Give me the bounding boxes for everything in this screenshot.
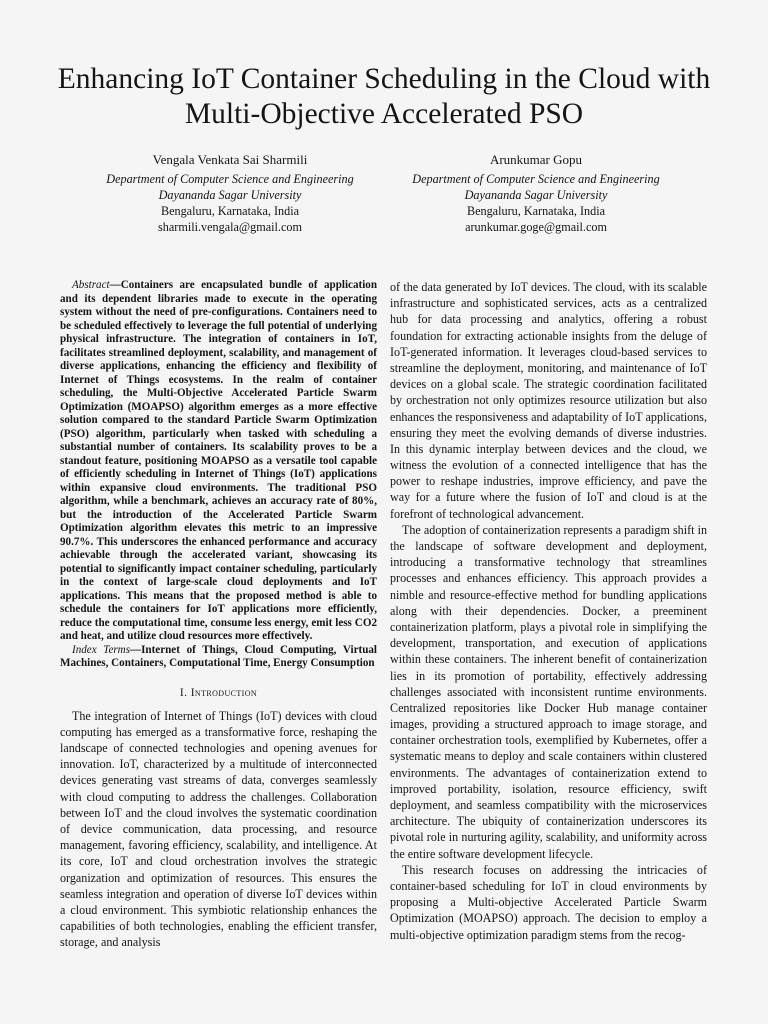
intro-paragraph-1: The integration of Internet of Things (IoT) devices with cloud computing has emerged as a transformative force, reshaping the landscape of connected technologies and opening avenues for innovation. IoT, characterized by a multitude of interconnected devices generating vast streams of data, converges seamlessly with cloud computing to address the challenges. Collaboration between IoT and the cloud involves the systematic coordination of device communication, data processing, and resource management, favoring efficiency, scalability, and intelligence. At its core, IoT and cloud orchestration involves the strategic organization and optimization of resources. This ensures the seamless integration and operation of diverse IoT devices within a cloud environment. This symbiotic relationship enhances the capabilities of both technologies, enabling the efficient transfer, storage, and analysis [60, 708, 377, 950]
author-name: Vengala Venkata Sai Sharmili [152, 152, 308, 167]
section-numeral: I. [179, 686, 188, 699]
left-column [60, 279, 377, 951]
intro-paragraph-3: This research focuses on addressing the intricacies of container-based scheduling for IoT in cloud environments by proposing a Multi-objective Accelerated Particle Swarm Optimization (MOAPSO) approach. The decision to employ a multi-objective optimization paradigm stems from the recog- [390, 862, 707, 942]
author-university: Dayananda Sagar University [158, 188, 302, 202]
index-terms-text: —Internet of Things, Cloud Computing, Virtual Machines, Containers, Computational Time, Energy Consumption [60, 643, 377, 669]
author-email: sharmili.vengala@gmail.com [158, 220, 302, 234]
intro-paragraph-2: The adoption of containerization represents a paradigm shift in the landscape of software development and deployment, introducing a transformative technology that streamlines processes and enhances efficiency. This approach provides a nimble and resource-effective method for bundling applications along with their dependencies. Docker, a preeminent containerization platform, plays a pivotal role in simplifying the development, transportation, and execution of applications within these containers. The inherent benefit of containerization lies in its promotion of portability, effectively addressing challenges associated with inconsistent runtime environments. Centralized repositories like Docker Hub manage container images, providing a structured approach to image storage, and container orchestration tools, exemplified by Kubernetes, offer a systematic means to deploy and scale containers within clustered environments. The advantages of containerization extend to improved portability, isolation, resource efficiency, swift deployment, and seamless compatibility with the microservices architecture. The ubiquity of containerization underscores its pivotal role in nurturing agility, scalability, and uniformity across the entire software development lifecycle. [390, 522, 707, 861]
author-block-1 [70, 152, 390, 235]
abstract [60, 279, 377, 671]
author-location: Bengaluru, Karnataka, India [160, 204, 300, 218]
section-heading-introduction [60, 685, 377, 701]
abstract-text: —Containers are encapsulated bundle of application and its dependent libraries made to execute in the operating system without the need of pre-configurations. Containers need to be scheduled effectively to leverage the full potential of underlying physical infrastructure. The integration of containers in IoT, facilitates streamlined deployment, scalability, and management of diverse applications, enhancing the efficiency and flexibility of Internet of Things ecosystems. In the realm of container scheduling, the Multi-Objective Accelerated Particle Swarm Optimization (MOAPSO) algorithm emerges as a more effective solution compared to the standard Particle Swarm Optimization (PSO) algorithm, particularly when tasked with scheduling a substantial number of containers. Its scalability proves to be a standout feature, positioning MOAPSO as a versatile tool capable of efficiently scheduling in Internet of Things (IoT) applications within expansive cloud environments. The traditional PSO algorithm, while a benchmark, achieves an accuracy rate of 80%, but the introduction of the Accelerated Particle Swarm Optimization algorithm elevates this metric to an impressive 90.7%. This underscores the enhanced performance and accuracy achievable through the accelerated variant, showcasing its potential to significantly impact container scheduling, particularly in the context of large-scale cloud deployments and IoT applications. This means that the proposed method is able to schedule the containers for IoT applications more efficiently, reduce the computational time, consume less energy, emit less CO2 and heat, and utilize cloud resources more effectively. [60, 279, 377, 642]
author-university: Dayananda Sagar University [464, 188, 608, 202]
author-department: Department of Computer Science and Engineering [412, 172, 660, 186]
right-column [390, 279, 707, 943]
author-block-2 [376, 152, 696, 235]
section-title: Introduction [190, 686, 258, 699]
author-location: Bengaluru, Karnataka, India [466, 204, 606, 218]
author-department: Department of Computer Science and Engineering [106, 172, 354, 186]
index-terms-label: Index Terms [72, 643, 131, 656]
author-email: arunkumar.goge@gmail.com [465, 220, 607, 234]
intro-paragraph-1-continued: of the data generated by IoT devices. The cloud, with its scalable infrastructure and sophisticated services, acts as a centralized hub for data processing and analytics, offering a robust foundation for extracting actionable insights from the deluge of IoT-generated information. It leverages cloud-based services to streamline the deployment, monitoring, and maintenance of IoT devices on a global scale. The strategic coordination facilitated by orchestration not only optimizes resource utilization but also enhances the responsiveness and adaptability of IoT applications, ensuring they meet the evolving demands of diverse industries. In this dynamic interplay between devices and the cloud, we witness the evolution of a connected intelligence that has the power to reshape industries, improve efficiency, and pave the way for a future where the fusion of IoT and cloud is at the forefront of technological advancement. [390, 280, 707, 521]
paper-title: Enhancing IoT Container Scheduling in the Cloud with Multi-Objective Accelerated PSO [57, 63, 711, 130]
abstract-label: Abstract [72, 279, 110, 291]
author-name: Arunkumar Gopu [489, 152, 583, 167]
